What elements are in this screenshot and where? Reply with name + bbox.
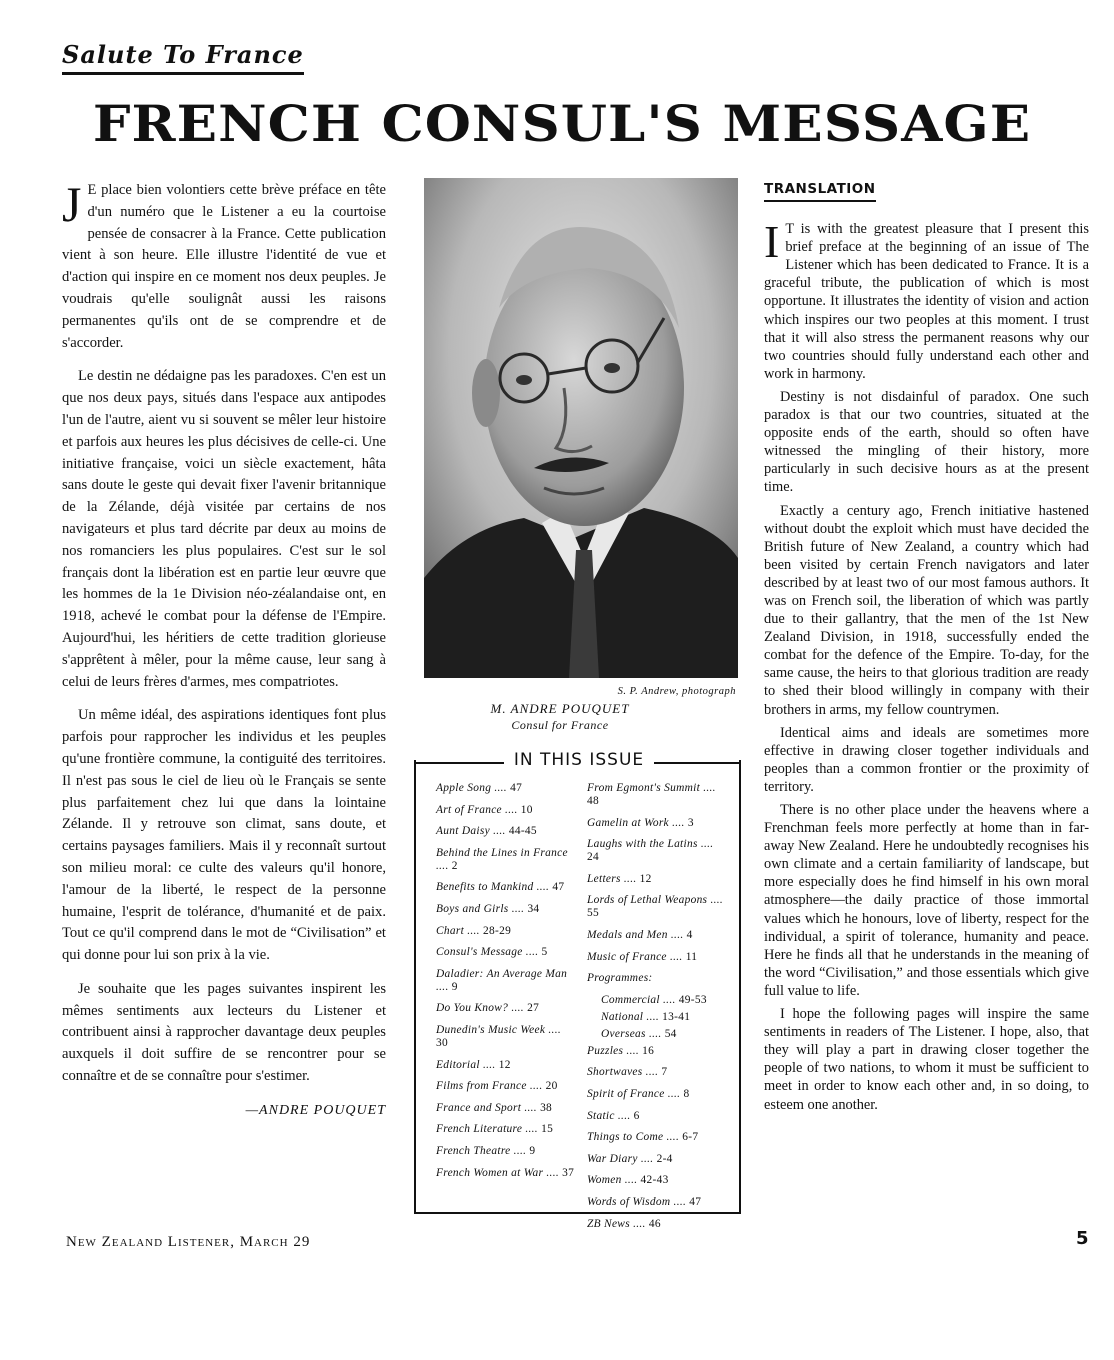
leader-dots: .... <box>707 894 724 907</box>
issue-entry <box>587 1011 727 1024</box>
issue-entry <box>587 838 727 864</box>
leader-dots: .... <box>697 838 714 851</box>
drop-cap: J <box>62 176 82 232</box>
leader-dots: .... <box>667 928 687 941</box>
issue-entry-label: National <box>601 1010 644 1023</box>
issue-list-right <box>587 782 727 1239</box>
issue-entry-page: 30 <box>436 1036 448 1049</box>
leader-dots: .... <box>623 1044 643 1057</box>
leader-dots: .... <box>501 803 521 816</box>
translation-column <box>764 180 1089 1119</box>
issue-entry <box>587 1218 727 1231</box>
issue-entry-label: Women <box>587 1174 622 1187</box>
leader-dots: .... <box>700 782 716 794</box>
issue-entry-page: 34 <box>527 902 540 915</box>
page-number: 5 <box>1076 1228 1089 1249</box>
issue-entry-label: Puzzles <box>587 1044 624 1057</box>
issue-entry <box>587 1045 727 1058</box>
issue-entry <box>587 817 727 830</box>
french-paragraph: Je souhaite que les pages suivantes inspirent les mêmes sentiments aux lecteurs du Listener et contribuent ainsi à rapprocher davantage deux peuples auxquels il doit suffire de se rencontrer pour se connaître et de se connaître pour s'estimer. <box>62 980 386 1085</box>
issue-entry-page: 5 <box>541 946 548 959</box>
issue-entry <box>587 1174 727 1187</box>
leader-dots: .... <box>659 993 679 1006</box>
issue-entry-label: French Theatre <box>436 1144 511 1157</box>
issue-entry-label: Lords of Lethal Weapons <box>587 894 708 907</box>
issue-entry-page: 28-29 <box>482 924 512 937</box>
translation-paragraph: There is no other place under the heavens where a Frenchman feels more perfectly at home than in far-away New Zealand. Here he undoubtedly recognises his own climate and a certain familiarity of landscape, but more especially does he find himself in his own moral atmosphere—the daily practice of those immortal values which he honours, love of liberty, respect for the individual, a spirit of tolerance, humanity and peace. Here he finds all that he understands in the meaning of the word “Civilisation,” and those essentials which give full value to life. <box>764 802 1089 999</box>
issue-entry-page: 4 <box>686 928 693 941</box>
issue-entry-page: 6 <box>633 1109 640 1122</box>
issue-entry-label: French Literature <box>436 1123 523 1136</box>
issue-entry-label: From Egmont's Summit <box>587 782 701 794</box>
issue-entry-page: 3 <box>687 816 694 829</box>
consul-portrait-photo <box>424 178 738 678</box>
issue-entry-page: 47 <box>689 1195 702 1208</box>
issue-entry <box>436 847 576 873</box>
issue-entry-page: 2-4 <box>656 1152 673 1165</box>
issue-entry-label: Spirit of France <box>587 1087 665 1100</box>
leader-dots: .... <box>464 924 483 937</box>
issue-entry <box>587 1088 727 1101</box>
issue-entry-page: 55 <box>587 907 599 920</box>
translation-paragraph: Exactly a century ago, French initiative hastened without doubt the exploit which must have decided the British future of New Zealand, a country which had been visited by certain French navigators and later described by at least two of our most famous authors. It was on French soil, the liberation of which was partly due to their gallantry, that the men of the 1st New Zealand Division, in 1918, successfully ended the combat for the defence of the Empire. To-day, for the same cause, the heirs to that glorious tradition are ready to shed their blood willingly in company with their brothers in arms, my fellow countrymen. <box>764 502 1089 718</box>
leader-dots: .... <box>666 950 686 963</box>
photo-caption-name: M. ANDRE POUQUET <box>490 701 630 716</box>
issue-entry-label: Commercial <box>601 993 660 1006</box>
french-paragraph: Le destin ne dédaigne pas les paradoxes. C'en est un que nos deux pays, situés dans l'espace aux antipodes l'un de l'autre, aient vu si souvent se mêler leur histoire et parfois aux heures les plus décisives de celle-ci. Une initiative française, voici un siècle exactement, hâta sans doute le geste qui devait fixer l'avenir britannique de la Zélande, déjà visitée par certains de nos navigateurs et plus tard décrite par deux au moins de nos romanciers les plus populaires. C'est sur le sol français dont la libération est en partie leur œuvre que les hommes de la 1e Division néo-zéalandaise ont, en 1918, achevé le combat pour la défense de l'Empire. Aujourd'hui, les héritiers de cette tradition glorieuse s'apprêtent à mêler, pour la même cause, leur sang à celui de leurs frères d'armes, mes compatriotes. <box>62 368 386 690</box>
leader-dots: .... <box>668 816 688 829</box>
issue-entry-label: French Women at War <box>436 1166 544 1179</box>
issue-entry-page: 15 <box>541 1123 554 1136</box>
issue-entry-page: 24 <box>587 851 599 864</box>
leader-dots: .... <box>620 872 640 885</box>
leader-dots: .... <box>643 1010 663 1023</box>
issue-entry <box>436 946 576 959</box>
issue-entry-page: 13-41 <box>662 1010 691 1023</box>
issue-entry-page: 10 <box>520 803 533 816</box>
issue-entry-page: 2 <box>451 859 458 872</box>
issue-entry-page: 46 <box>648 1217 661 1230</box>
issue-entry-label: Boys and Girls <box>436 902 509 915</box>
footer-publication: New Zealand Listener, March 29 <box>66 1234 311 1250</box>
leader-dots: .... <box>436 980 452 993</box>
leader-dots: .... <box>522 946 542 959</box>
translation-paragraph: I T is with the greatest pleasure that I present this brief preface at the beginning of an issue of The Listener which has been dedicated to France. It is a graceful tribute, the publication of which is most opportune. It illustrates the identity of vision and action which inspires our two peoples at this moment. I trust that it will also stress the permanent reasons why our two countries should fully understand each other and work in harmony. <box>764 216 1089 382</box>
issue-entry-page: 16 <box>642 1044 655 1057</box>
issue-entry-label: Behind the Lines in France <box>436 846 568 859</box>
issue-entry <box>587 1066 727 1079</box>
translation-paragraph: Destiny is not disdainful of paradox. One such paradox is that our two countries, situated at the opposite ends of the earth, should so often have witnessed the mingling of their history, more particularly in such decisive hours as at the present time. <box>764 388 1089 496</box>
leader-dots: .... <box>664 1087 684 1100</box>
issue-entry-page: 12 <box>639 872 652 885</box>
issue-entry-label: Things to Come <box>587 1131 664 1144</box>
leader-dots: .... <box>521 1101 541 1114</box>
issue-entry <box>436 782 576 795</box>
issue-entry <box>587 1131 727 1144</box>
issue-entry-label: ZB News <box>587 1217 630 1230</box>
issue-entry-page: 9 <box>451 980 458 993</box>
issue-entry-page: 48 <box>587 795 599 807</box>
issue-entry <box>436 1002 576 1015</box>
leader-dots: .... <box>543 1166 563 1179</box>
issue-entry-label: Films from France <box>436 1080 527 1093</box>
issue-entry <box>436 881 576 894</box>
issue-entry <box>587 1153 727 1166</box>
leader-dots: .... <box>545 1023 561 1036</box>
issue-entry-page: 9 <box>529 1144 536 1157</box>
issue-entry <box>436 968 576 994</box>
issue-entry-label: Apple Song <box>436 782 492 794</box>
issue-entry-page: 7 <box>661 1066 668 1079</box>
issue-entry <box>436 1123 576 1136</box>
leader-dots: .... <box>489 825 509 838</box>
issue-entry <box>587 1110 727 1123</box>
issue-entry-page: 6-7 <box>682 1131 699 1144</box>
issue-entry <box>436 1167 576 1180</box>
issue-entry-label: Dunedin's Music Week <box>436 1023 546 1036</box>
leader-dots: .... <box>645 1027 665 1040</box>
headline: FRENCH CONSUL'S MESSAGE <box>92 94 1032 153</box>
issue-entry-page: 49-53 <box>678 993 707 1006</box>
issue-entry <box>436 1102 576 1115</box>
leader-dots: .... <box>510 1144 530 1157</box>
leader-dots: .... <box>663 1131 683 1144</box>
issue-entry <box>436 925 576 938</box>
french-paragraph: J E place bien volontiers cette brève préface en tête d'un numéro que le Listener a eu la courtoise pensée de consacrer à la France. Cette publication vient à son heure. Elle illustre l'identité de vue et d'action qui inspire en ce moment nos deux peuples. Je voudrais qu'elle soulignât aussi les raisons permanentes qu'ils ont de se comprendre et de s'accorder. <box>62 176 386 351</box>
leader-dots: .... <box>479 1058 499 1071</box>
issue-entry <box>436 903 576 916</box>
issue-entry-page: 42-43 <box>640 1174 669 1187</box>
french-paragraph: Un même idéal, des aspirations identiques font plus parfois pour rapprocher les individus et les peuples qu'une frontière commune, la contiguité des territoires. Il n'est pas sous le ciel de lieu où le Français se sente plus parfaitement chez lui que dans la lointaine Zélande. Il y retrouve son climat, sans doute, et certains paysages familiers. Mais il y reconnaît surtout son milieu moral: ce culte des valeurs qu'il honore, l'amour de la liberté, le respect de la personne humaine, l'esprit de tolérance, d'humanité et de paix. Tout ce qu'il comprend dans le mot de “Civilisation” et qui donne pour lui son prix à la vie. <box>62 707 386 964</box>
leader-dots: .... <box>637 1152 657 1165</box>
photo-credit: S. P. Andrew, photograph <box>617 686 736 697</box>
translation-paragraph: I hope the following pages will inspire the same sentiments in readers of The Listener. I hope, also, that they will play a part in drawing closer together the people of two nations, to whom it must be sufficient to meet in order to know each other and, in so doing, to esteem one another. <box>764 1006 1089 1113</box>
leader-dots: .... <box>491 782 511 794</box>
issue-entry-label: Benefits to Mankind <box>436 881 534 894</box>
leader-dots: .... <box>614 1109 634 1122</box>
issue-entry-label: Art of France <box>436 803 502 816</box>
leader-dots: .... <box>526 1080 546 1093</box>
issue-entry-label: Overseas <box>601 1027 646 1040</box>
issue-entry-label: Music of France <box>587 950 667 963</box>
leader-dots: .... <box>533 881 553 894</box>
issue-entry <box>436 1080 576 1093</box>
issue-entry-page: 11 <box>685 950 698 963</box>
issue-entry <box>436 1145 576 1158</box>
leader-dots: .... <box>436 859 452 872</box>
issue-entry-label: Words of Wisdom <box>587 1195 671 1208</box>
leader-dots: .... <box>508 902 528 915</box>
issue-list-left <box>436 782 576 1188</box>
issue-entry-label: Editorial <box>436 1058 480 1071</box>
issue-entry <box>436 804 576 817</box>
issue-entry <box>587 873 727 886</box>
issue-entry-label: Medals and Men <box>587 928 668 941</box>
issue-entry-label: Gamelin at Work <box>587 816 669 829</box>
leader-dots: .... <box>670 1195 690 1208</box>
issue-entry-page: 47 <box>552 881 565 894</box>
leader-dots: .... <box>642 1066 662 1079</box>
issue-entry <box>436 825 576 838</box>
issue-entry-label: Daladier: An Average Man <box>436 967 568 980</box>
issue-entry-label: Consul's Message <box>436 946 523 959</box>
issue-entry-page: 47 <box>510 782 523 794</box>
issue-entry <box>587 1196 727 1209</box>
issue-entry <box>587 972 727 985</box>
leader-dots: .... <box>508 1002 528 1015</box>
issue-entry-page: 38 <box>540 1101 553 1114</box>
issue-entry-label: Laughs with the Latins <box>587 838 698 851</box>
issue-entry-label: War Diary <box>587 1152 638 1165</box>
drop-cap: I <box>764 216 780 268</box>
issue-entry <box>587 994 727 1007</box>
issue-entry <box>436 1059 576 1072</box>
issue-entry-page: 12 <box>498 1058 511 1071</box>
leader-dots: .... <box>621 1174 641 1187</box>
issue-entry-label: Chart <box>436 924 465 937</box>
in-this-issue-title: IN THIS ISSUE <box>504 750 654 770</box>
issue-entry-label: Letters <box>587 872 621 885</box>
issue-entry-label: Shortwaves <box>587 1066 643 1079</box>
signature: —ANDRE POUQUET <box>245 1102 386 1118</box>
photo-caption-role: Consul for France <box>511 718 609 732</box>
issue-entry-label: Aunt Daisy <box>436 825 490 838</box>
french-message-column <box>62 176 386 1122</box>
portrait-icon <box>424 178 738 678</box>
issue-entry-page: 44-45 <box>508 825 537 838</box>
translation-paragraph: Identical aims and ideals are sometimes more effective in drawing closer together individuals and peoples than a common frontier or the proximity of territory. <box>764 724 1089 795</box>
issue-entry <box>587 894 727 920</box>
issue-entry-label: Programmes: <box>587 972 653 985</box>
issue-entry <box>587 951 727 964</box>
issue-entry <box>436 1024 576 1050</box>
issue-entry-page: 20 <box>545 1080 558 1093</box>
issue-entry-page: 54 <box>664 1027 677 1040</box>
issue-entry-label: France and Sport <box>436 1101 522 1114</box>
issue-entry-page: 27 <box>527 1002 540 1015</box>
section-kicker: Salute To France <box>62 40 304 75</box>
leader-dots: .... <box>629 1217 649 1230</box>
issue-entry <box>587 782 727 808</box>
issue-entry <box>587 929 727 942</box>
issue-entry <box>587 1028 727 1041</box>
issue-entry-label: Do You Know? <box>436 1002 509 1015</box>
leader-dots: .... <box>522 1123 542 1136</box>
issue-entry-page: 37 <box>562 1166 575 1179</box>
issue-entry-page: 8 <box>683 1087 690 1100</box>
issue-entry-label: Static <box>587 1109 615 1122</box>
translation-heading: TRANSLATION <box>764 180 876 202</box>
